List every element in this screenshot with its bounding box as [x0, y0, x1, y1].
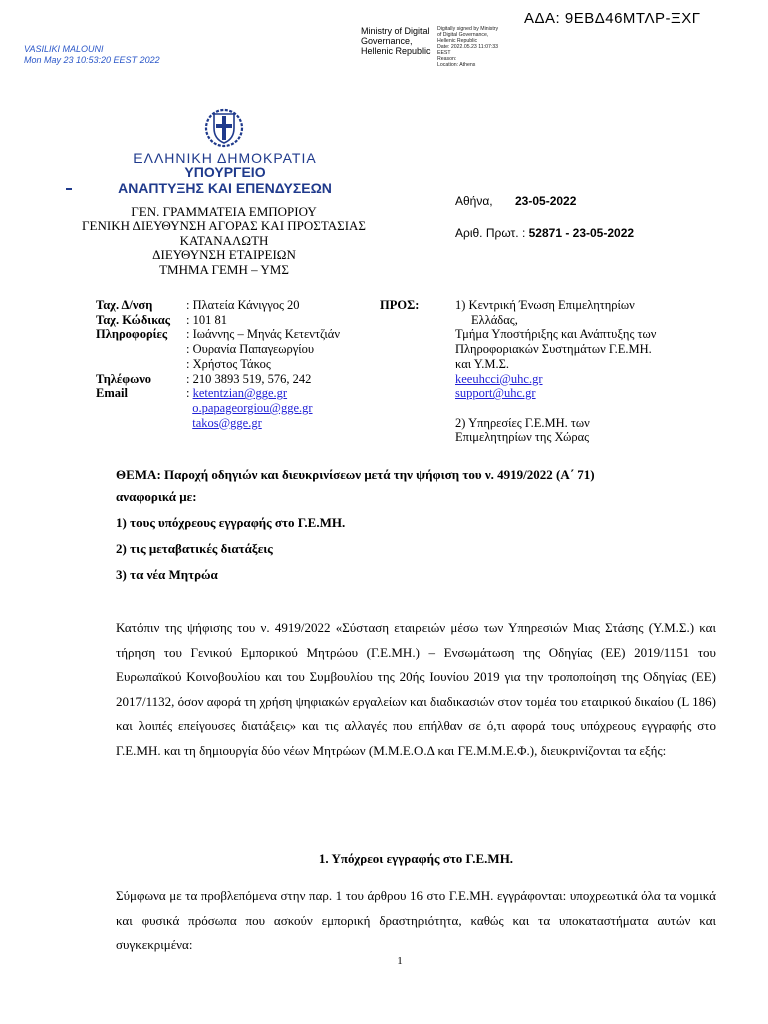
dept-line: ΤΜΗΜΑ ΓΕΜΗ – ΥΜΣ [159, 261, 289, 277]
dept-line: ΓΕΝ. ΓΡΑΜΜΑΤΕΙΑ ΕΜΠΟΡΙΟΥ [131, 204, 317, 219]
ada-code: ΑΔΑ: 9ΕΒΔ46ΜΤΛΡ-ΞΧΓ [524, 10, 701, 27]
section-title: 1. Υπόχρεοι εγγραφής στο Γ.Ε.ΜΗ. [318, 851, 514, 866]
ministry-title [80, 165, 370, 196]
dept-line: ΓΕΝΙΚΗ ΔΙΕΥΘΥΝΣΗ ΑΓΟΡΑΣ ΚΑΙ ΠΡΟΣΤΑΣΙΑΣ [82, 218, 366, 234]
digsig-line: Location: Athens [437, 62, 476, 68]
dept-line: ΚΑΤΑΝΑΛΩΤΗ [179, 232, 269, 248]
document-date: 23-05-2022 [515, 194, 577, 208]
subject-line-1: ΘΕΜΑ: Παροχή οδηγιών και διευκρινίσεων μετά την ψήφιση του ν. 4919/2022 (Α΄ 71) [116, 467, 595, 482]
digsig-line: Reason: [437, 56, 457, 62]
subject-item: 3) τα νέα Μητρώα [116, 567, 218, 582]
recipient-line: 1) Κεντρική Ένωση Επιμελητηρίων [455, 298, 635, 312]
signer-name: VASILIKI MALOUNI [24, 44, 104, 54]
signer-block [24, 44, 160, 66]
recipient-line: Πληροφοριακών Συστημάτων Γ.Ε.ΜΗ. [455, 342, 652, 357]
recipient-line: 2) Υπηρεσίες Γ.Ε.ΜΗ. των [455, 415, 590, 430]
recipient-line: και Υ.Μ.Σ. [455, 356, 510, 371]
ministry-title-line-1: ΥΠΟΥΡΓΕΙΟ [184, 164, 266, 180]
subject-item: 1) τους υπόχρεους εγγραφής στο Γ.Ε.ΜΗ. [116, 515, 346, 530]
recipient-line: Επιμελητηρίων της Χώρας [455, 430, 590, 445]
dept-line: ΔΙΕΥΘΥΝΣΗ ΕΤΑΙΡΕΙΩΝ [152, 247, 296, 263]
info-person: : Χρήστος Τάκος [186, 356, 271, 371]
email-link-papageorgiou[interactable]: o.papageorgiou@gge.gr [192, 400, 313, 415]
info-label: Πληροφορίες [96, 327, 168, 342]
protocol-label: Αριθ. Πρωτ. : [455, 226, 526, 240]
state-title: ΕΛΛΗΝΙΚΗ ΔΗΜΟΚΡΑΤΙΑ [133, 150, 317, 166]
info-person: : Ουρανία Παπαγεωργίου [186, 342, 315, 357]
ministry-line: Hellenic Republic [361, 46, 431, 56]
postal-label: Ταχ. Κώδικας [96, 312, 171, 327]
recipient-line: Ελλάδας, [471, 312, 518, 327]
digsig-line: Digitally signed by Ministry [437, 26, 499, 32]
protocol-value: 52871 - 23-05-2022 [528, 226, 635, 240]
department-block [60, 205, 388, 277]
body-paragraph: Κατόπιν της ψήφισης του ν. 4919/2022 «Σύσταση εταιρειών μέσω των Υπηρεσιών Μιας Στάσης (Υ.Μ.Σ.) και τήρηση του Γενικού Εμπορικού Μητρώου (Γ.Ε.ΜΗ.) – Ενσωμάτωση της Οδηγίας (ΕΕ) 2019/1151 του Ευρωπαϊκού Κοινοβουλίου και του Συμβουλίου της 20ής Ιουνίου 2019 για την τροποποίηση της Οδηγίας (ΕΕ) 2017/1132, όσον αφορά τη χρήση ψηφιακών εργαλείων και διαδικασιών στον τομέα του εταιρικού δικαίου (L 186) και λοιπές επείγουσες διατάξεις» και τις αλλαγές που επήλθαν σε ό,τι αφορά τους υπόχρεους εγγραφής στο Γ.Ε.ΜΗ. και τη δημιουργία δύο νέων Μητρώων (Μ.Μ.Ε.Ο.Δ και ΓΕ.Μ.Μ.Ε.Φ.), διευκρινίζονται τα εξής: [116, 620, 716, 758]
recipients-label: ΠΡΟΣ: [380, 298, 420, 312]
digital-signature-details [437, 26, 498, 68]
contact-info [96, 298, 376, 430]
digsig-line: Hellenic Republic [437, 38, 478, 44]
phone-value: : 210 3893 519, 576, 242 [186, 371, 312, 386]
ministry-title-line-2: ΑΝΑΠΤΥΞΗΣ ΚΑΙ ΕΠΕΝΔΥΣΕΩΝ [118, 179, 332, 196]
signature-ministry [361, 26, 431, 56]
info-person: : Ιωάννης – Μηνάς Κετεντζιάν [186, 327, 340, 342]
ministry-line: Ministry of Digital [361, 26, 430, 36]
postal-value: : 101 81 [186, 312, 227, 327]
digsig-line: of Digital Governance, [437, 32, 489, 38]
protocol-number [455, 226, 634, 240]
place: Αθήνα, [455, 194, 493, 208]
address-value: : Πλατεία Κάνιγγος 20 [186, 298, 300, 312]
digsig-line: EEST [437, 50, 451, 56]
email-colon: : [186, 386, 190, 401]
recipients-block [455, 298, 695, 445]
body-paragraph-2: Σύμφωνα με τα προβλεπόμενα στην παρ. 1 του άρθρου 16 στο Γ.Ε.ΜΗ. εγγράφονται: υποχρεωτικά όλα τα νομικά και φυσικά πρόσωπα που ασκούν εμπορική δραστηριότητα, καθώς και τα υποκαταστήματα αυτών και συγκεκριμένα: [116, 888, 716, 952]
subject-item: 2) τις μεταβατικές διατάξεις [116, 541, 273, 556]
digsig-line: Date: 2022.05.23 11:07:33 [437, 44, 499, 50]
recipient-line: Τμήμα Υποστήριξης και Ανάπτυξης των [455, 327, 657, 342]
subject-block [116, 467, 716, 593]
ministry-line: Governance, [361, 36, 413, 46]
decorative-mark [66, 188, 72, 190]
email-link-keeuhcci[interactable]: keeuhcci@uhc.gr [455, 371, 543, 386]
page-number: 1 [397, 955, 403, 967]
subject-line-2: αναφορικά με: [116, 489, 197, 504]
email-link-support[interactable]: support@uhc.gr [455, 386, 536, 401]
greek-coat-of-arms-icon [203, 106, 245, 148]
email-link-ketentzian[interactable]: ketentzian@gge.gr [192, 386, 288, 401]
address-label: Ταχ. Δ/νση [96, 298, 153, 312]
phone-label: Τηλέφωνο [96, 371, 152, 386]
signer-date: Mon May 23 10:53:20 EEST 2022 [24, 55, 160, 65]
email-link-takos[interactable]: takos@gge.gr [192, 415, 262, 430]
email-label: Email [96, 386, 128, 401]
